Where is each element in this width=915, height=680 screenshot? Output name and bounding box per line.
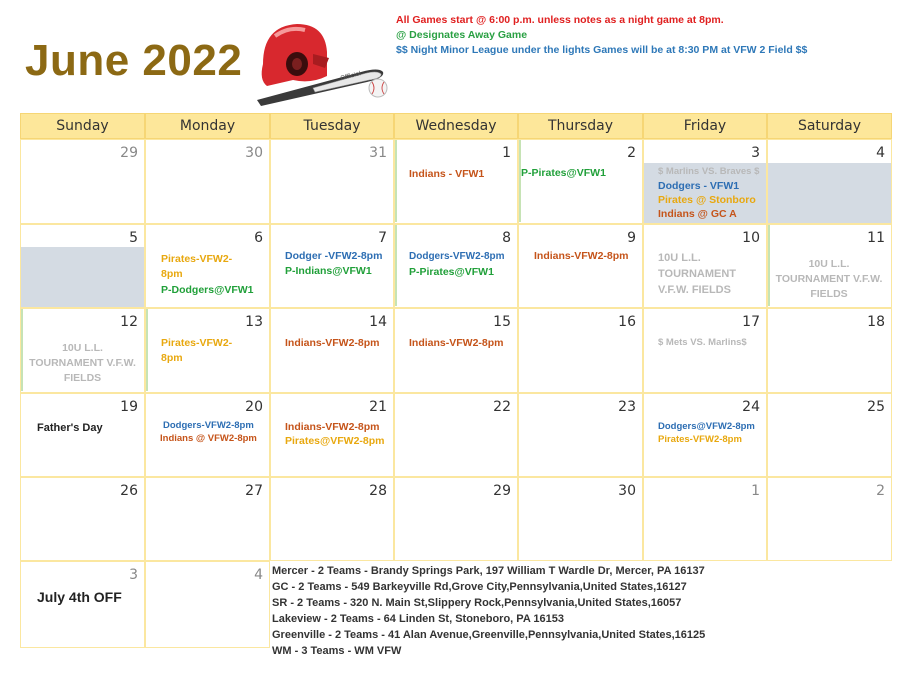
day-number: 1 bbox=[502, 145, 511, 161]
day-cell[interactable] bbox=[643, 139, 767, 224]
minor-league-event: $ Mets VS. Marlins$ bbox=[658, 337, 747, 348]
game-event: P-Pirates@VFW1 bbox=[521, 167, 606, 179]
locations-list bbox=[272, 563, 705, 659]
day-number: 29 bbox=[120, 145, 138, 161]
note-game-time: All Games start @ 6:00 p.m. unless notes as a night game at 8pm. bbox=[396, 14, 724, 26]
day-number: 13 bbox=[245, 314, 263, 330]
shaded-area bbox=[768, 163, 891, 223]
game-event: Indians-VFW2-8pm bbox=[285, 421, 380, 433]
location-item: Lakeview - 2 Teams - 64 Linden St, Stoneboro, PA 16153 bbox=[272, 613, 564, 625]
day-number: 20 bbox=[245, 399, 263, 415]
day-number: 24 bbox=[742, 399, 760, 415]
day-cell[interactable] bbox=[145, 224, 270, 308]
day-cell[interactable] bbox=[518, 308, 643, 393]
cell-accent bbox=[395, 140, 397, 222]
game-event: Pirates-VFW2- bbox=[161, 337, 233, 349]
location-item: Greenville - 2 Teams - 41 Alan Avenue,Greenville,Pennsylvania,United States,16125 bbox=[272, 629, 706, 641]
weekday-saturday: Saturday bbox=[767, 113, 892, 139]
day-cell[interactable] bbox=[643, 308, 767, 393]
tournament-event: TOURNAMENT V.F.W. bbox=[29, 357, 136, 369]
weekday-wednesday: Wednesday bbox=[394, 113, 518, 139]
day-cell[interactable] bbox=[20, 477, 145, 561]
day-number: 8 bbox=[502, 230, 511, 246]
holiday-label: Father's Day bbox=[37, 422, 103, 434]
game-event: Indians-VFW2-8pm bbox=[285, 337, 380, 349]
location-item: GC - 2 Teams - 549 Barkeyville Rd,Grove City,Pennsylvania,United States,16127 bbox=[272, 581, 687, 593]
svg-text:Official: Official bbox=[339, 70, 362, 82]
weekday-friday: Friday bbox=[643, 113, 767, 139]
day-number: 29 bbox=[493, 483, 511, 499]
game-event: Dodgers - VFW1 bbox=[658, 180, 740, 192]
day-number: 9 bbox=[627, 230, 636, 246]
tournament-event: TOURNAMENT bbox=[658, 268, 737, 280]
tournament-event: FIELDS bbox=[63, 372, 102, 384]
cell-accent bbox=[146, 309, 148, 391]
day-cell[interactable] bbox=[270, 477, 394, 561]
weekday-monday: Monday bbox=[145, 113, 270, 139]
game-event: Dodgers-VFW2-8pm bbox=[409, 251, 505, 262]
day-cell[interactable] bbox=[145, 308, 270, 393]
day-number: 3 bbox=[129, 567, 138, 583]
day-cell[interactable] bbox=[767, 224, 892, 308]
day-number: 7 bbox=[378, 230, 387, 246]
day-cell[interactable] bbox=[394, 477, 518, 561]
day-number: 1 bbox=[751, 483, 760, 499]
day-cell[interactable] bbox=[394, 393, 518, 477]
day-cell[interactable] bbox=[270, 393, 394, 477]
day-cell[interactable] bbox=[270, 224, 394, 308]
day-cell[interactable] bbox=[145, 561, 270, 648]
game-event: P-Indians@VFW1 bbox=[285, 265, 372, 277]
location-item: Mercer - 2 Teams - Brandy Springs Park, 197 William T Wardle Dr, Mercer, PA 16137 bbox=[272, 565, 705, 577]
day-number: 17 bbox=[742, 314, 760, 330]
day-number: 30 bbox=[245, 145, 263, 161]
location-item: SR - 2 Teams - 320 N. Main St,Slippery Rock,Pennsylvania,United States,16057 bbox=[272, 597, 682, 609]
tournament-event: 10U L.L. bbox=[62, 342, 103, 354]
day-cell[interactable] bbox=[145, 139, 270, 224]
day-number: 22 bbox=[493, 399, 511, 415]
game-event: P-Pirates@VFW1 bbox=[409, 266, 494, 278]
minor-league-event: $ Marlins VS. Braves $ bbox=[658, 166, 760, 177]
day-cell[interactable] bbox=[643, 393, 767, 477]
month-title: June 2022 bbox=[25, 36, 243, 85]
day-number: 25 bbox=[867, 399, 885, 415]
game-event: Dodgers@VFW2-8pm bbox=[658, 421, 755, 432]
tournament-event: V.F.W. FIELDS bbox=[658, 284, 731, 296]
game-event: P-Dodgers@VFW1 bbox=[161, 284, 254, 296]
location-item: WM - 3 Teams - WM VFW bbox=[272, 645, 402, 657]
weekday-thursday: Thursday bbox=[518, 113, 643, 139]
game-event: Indians @ VFW2-8pm bbox=[160, 433, 257, 444]
day-number: 18 bbox=[867, 314, 885, 330]
holiday-label: July 4th OFF bbox=[37, 589, 122, 605]
day-cell[interactable] bbox=[518, 224, 643, 308]
day-cell[interactable] bbox=[20, 139, 145, 224]
day-number: 23 bbox=[618, 399, 636, 415]
game-event: Indians @ GC A bbox=[658, 208, 737, 220]
game-event: 8pm bbox=[161, 268, 183, 280]
day-number: 16 bbox=[618, 314, 636, 330]
day-cell[interactable] bbox=[20, 224, 145, 308]
tournament-event: 10U L.L. bbox=[658, 252, 701, 264]
game-event: Indians-VFW2-8pm bbox=[534, 250, 629, 262]
day-cell[interactable] bbox=[518, 139, 643, 224]
day-cell[interactable] bbox=[270, 139, 394, 224]
day-cell[interactable] bbox=[145, 393, 270, 477]
day-cell[interactable] bbox=[394, 139, 518, 224]
day-number: 27 bbox=[245, 483, 263, 499]
day-number: 26 bbox=[120, 483, 138, 499]
day-cell[interactable] bbox=[767, 477, 892, 561]
day-cell[interactable] bbox=[767, 308, 892, 393]
day-number: 19 bbox=[120, 399, 138, 415]
day-cell[interactable] bbox=[767, 139, 892, 224]
game-event: Dodgers-VFW2-8pm bbox=[163, 420, 254, 431]
cell-accent bbox=[519, 140, 521, 222]
day-number: 21 bbox=[369, 399, 387, 415]
day-cell[interactable] bbox=[518, 477, 643, 561]
day-number: 4 bbox=[254, 567, 263, 583]
tournament-event: TOURNAMENT V.F.W. bbox=[775, 273, 883, 285]
game-event: Pirates @ Stonboro bbox=[658, 194, 756, 206]
notes-block bbox=[396, 13, 807, 58]
day-cell[interactable] bbox=[643, 224, 767, 308]
day-number: 12 bbox=[120, 314, 138, 330]
day-number: 28 bbox=[369, 483, 387, 499]
baseball-helmet-bat-icon bbox=[253, 14, 393, 106]
day-cell[interactable] bbox=[518, 393, 643, 477]
day-cell[interactable] bbox=[394, 308, 518, 393]
day-number: 11 bbox=[867, 230, 885, 246]
day-cell[interactable] bbox=[270, 308, 394, 393]
day-number: 31 bbox=[369, 145, 387, 161]
day-number: 14 bbox=[369, 314, 387, 330]
day-number: 4 bbox=[876, 145, 885, 161]
shaded-area bbox=[21, 247, 144, 307]
day-cell[interactable] bbox=[20, 561, 145, 648]
day-number: 10 bbox=[742, 230, 760, 246]
game-event: Dodger -VFW2-8pm bbox=[285, 250, 383, 262]
note-away-game: @ Designates Away Game bbox=[396, 29, 528, 41]
day-cell[interactable] bbox=[643, 477, 767, 561]
day-cell[interactable] bbox=[145, 477, 270, 561]
game-event: Indians - VFW1 bbox=[409, 168, 485, 180]
game-event: 8pm bbox=[161, 352, 183, 364]
game-event: Pirates-VFW2- bbox=[161, 253, 233, 265]
tournament-event: FIELDS bbox=[810, 288, 848, 300]
day-number: 30 bbox=[618, 483, 636, 499]
day-number: 6 bbox=[254, 230, 263, 246]
day-cell[interactable] bbox=[20, 308, 145, 393]
cell-accent bbox=[395, 225, 397, 306]
note-night-games: $$ Night Minor League under the lights Games will be at 8:30 PM at VFW 2 Field $$ bbox=[396, 44, 808, 56]
day-cell[interactable] bbox=[20, 393, 145, 477]
day-number: 2 bbox=[627, 145, 636, 161]
day-cell[interactable] bbox=[394, 224, 518, 308]
tournament-event: 10U L.L. bbox=[808, 258, 850, 270]
day-number: 5 bbox=[129, 230, 138, 246]
weekday-sunday: Sunday bbox=[20, 113, 145, 139]
day-number: 3 bbox=[751, 145, 760, 161]
day-number: 2 bbox=[876, 483, 885, 499]
weekday-tuesday: Tuesday bbox=[270, 113, 394, 139]
game-event: Pirates@VFW2-8pm bbox=[285, 435, 385, 447]
game-event: Indians-VFW2-8pm bbox=[409, 337, 504, 349]
day-cell[interactable] bbox=[767, 393, 892, 477]
game-event: Pirates-VFW2-8pm bbox=[658, 434, 742, 445]
day-number: 15 bbox=[493, 314, 511, 330]
